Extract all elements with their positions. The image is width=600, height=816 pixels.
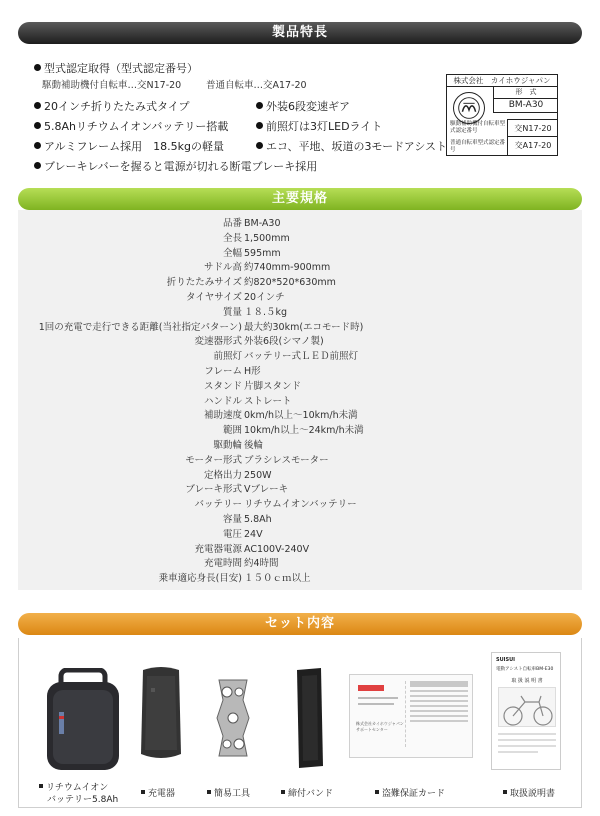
- spec-key: 質量: [222, 306, 242, 318]
- spec-value: 5.8Ah: [244, 514, 272, 525]
- spec-value: 20インチ: [244, 292, 285, 303]
- set-contents-title: セット内容: [264, 616, 335, 631]
- card-text: 株式会社カイホウジャパン サポートセンター: [356, 721, 404, 732]
- feature-item: 外装6段変速ギア: [256, 98, 350, 114]
- manual-subtitle: 取 扱 説 明 書: [511, 678, 543, 684]
- features-title: 製品特長: [271, 25, 328, 40]
- spec-row: [18, 275, 582, 291]
- feature-item: 20インチ折りたたみ式タイプ: [34, 98, 189, 114]
- bullet-icon: [281, 790, 285, 794]
- cert-line-left: 駆動補助機付自転車…交N17-20: [42, 80, 182, 91]
- spec-row: [18, 349, 582, 365]
- spec-value: 片脚スタンド: [244, 380, 302, 392]
- spec-value: １８.５kg: [244, 306, 288, 318]
- spec-key: スタンド: [203, 380, 242, 392]
- spec-key: 品番: [222, 218, 242, 229]
- cert-type-header: 形 式: [493, 87, 558, 99]
- spec-value: ストレート: [244, 395, 292, 407]
- cert-title-item: 型式認定取得（型式認定番号）: [34, 60, 198, 76]
- spec-key: 範囲: [222, 425, 242, 437]
- spec-row: [18, 364, 582, 380]
- charger-caption: 充電器: [141, 786, 175, 799]
- features-header: [18, 22, 582, 44]
- feature-item: 前照灯は3灯LEDライト: [256, 118, 382, 134]
- spec-row: [18, 468, 582, 484]
- bullet-icon: [34, 64, 41, 71]
- spec-key: 補助速度: [203, 410, 242, 422]
- bullet-icon: [256, 122, 263, 129]
- certification-mark-icon: [453, 92, 485, 124]
- bullet-icon: [34, 122, 41, 129]
- bullet-icon: [34, 102, 41, 109]
- spec-value: 0km/h以上～10km/h未満: [244, 410, 358, 422]
- spec-key: ハンドル: [203, 395, 242, 407]
- bullet-icon: [256, 102, 263, 109]
- spec-value: 10km/h以上～24km/h未満: [244, 425, 364, 437]
- feature-item: 5.8Ahリチウムイオンバッテリー搭載: [34, 118, 228, 134]
- cert-number-2: 交A17-20: [507, 137, 558, 155]
- spec-row: [18, 216, 582, 232]
- spec-key: 駆動輪: [213, 440, 242, 451]
- spec-value: BM-A30: [244, 218, 281, 229]
- spec-key: 折りたたみサイズ: [166, 277, 242, 289]
- spec-row: [18, 379, 582, 395]
- spec-key: サドル高: [203, 262, 242, 274]
- battery-caption: リチウムイオン: [39, 780, 108, 793]
- spec-key: 電圧: [222, 528, 242, 540]
- spec-value: １５０ｃｍ以上: [244, 573, 311, 585]
- spec-key: ブレーキ形式: [185, 484, 242, 496]
- spec-row: [18, 527, 582, 543]
- manual-brand: SUISUI: [496, 657, 516, 663]
- spec-row: [18, 394, 582, 410]
- spec-key: モーター形式: [185, 454, 242, 466]
- spec-key: 1回の充電で走行できる距離(当社指定パターン): [38, 321, 242, 333]
- battery-image: [43, 668, 123, 772]
- spec-key: 全長: [222, 232, 242, 244]
- cert-label-2: 普通自転車型式認定番号: [450, 140, 506, 153]
- spec-value: H形: [244, 366, 261, 377]
- spec-value: 外装6段(シマノ製): [244, 336, 324, 348]
- spec-row: [18, 231, 582, 247]
- feature-item: アルミフレーム採用 18.5kgの軽量: [34, 138, 224, 154]
- spec-value: 約4時間: [244, 558, 279, 570]
- manual-title: 電動アシスト自転車BM-E30: [496, 667, 554, 672]
- bullet-icon: [34, 162, 41, 169]
- spec-key: 定格出力: [203, 469, 242, 481]
- cert-company: 株式会社 カイホウジャパン: [447, 75, 557, 87]
- feature-item: ブレーキレバーを握ると電源が切れる断電ブレーキ採用: [34, 158, 317, 174]
- certification-label: [446, 74, 558, 156]
- spec-row: [18, 453, 582, 469]
- spec-value: AC100V-240V: [244, 543, 310, 555]
- spec-row: [18, 438, 582, 454]
- set-contents-panel: [18, 638, 582, 808]
- spec-key: 容量: [222, 514, 242, 525]
- spec-key: 前照灯: [213, 351, 242, 363]
- manual-image: [491, 652, 561, 770]
- spec-key: バッテリー: [194, 499, 242, 511]
- spec-value: 約740mm-900mm: [244, 262, 331, 274]
- spec-value: 最大約30km(エコモード時): [244, 321, 364, 333]
- set-contents-header: [18, 613, 582, 635]
- spec-row: [18, 260, 582, 276]
- spec-row: [18, 542, 582, 558]
- manual-caption: 取扱説明書: [503, 786, 555, 799]
- spec-value: 250W: [244, 469, 272, 481]
- specs-title: 主要規格: [271, 191, 328, 206]
- spec-row: [18, 512, 582, 528]
- bullet-icon: [375, 790, 379, 794]
- spec-row: [18, 423, 582, 439]
- battery-caption-line2: バッテリー5.8Ah: [47, 795, 119, 805]
- spec-key: 乗車適応身長(目安): [158, 573, 242, 585]
- specs-table: [18, 210, 582, 590]
- bullet-icon: [256, 142, 263, 149]
- spec-key: 全幅: [222, 247, 242, 259]
- spec-row: [18, 334, 582, 350]
- spec-key: 変速器形式: [194, 336, 242, 348]
- warranty-card-image: [349, 674, 473, 758]
- spec-key: タイヤサイズ: [185, 292, 242, 303]
- spec-key: 充電器電源: [194, 543, 242, 555]
- spec-value: Vブレーキ: [244, 484, 289, 496]
- spec-row: [18, 482, 582, 498]
- bullet-icon: [34, 142, 41, 149]
- spec-value: 約820*520*630mm: [244, 277, 336, 289]
- charger-image: [137, 664, 185, 762]
- spec-value: リチウムイオンバッテリー: [244, 499, 357, 511]
- bullet-icon: [141, 790, 145, 794]
- bullet-icon: [207, 790, 211, 794]
- spec-key: 充電時間: [203, 558, 242, 570]
- spec-value: 後輪: [244, 440, 264, 451]
- spec-value: ブラシレスモーター: [244, 454, 329, 466]
- bullet-icon: [503, 790, 507, 794]
- feature-item: エコ、平地、坂道の3モードアシスト: [256, 138, 447, 154]
- bullet-icon: [39, 784, 43, 788]
- spec-row: [18, 290, 582, 306]
- cert-model: BM-A30: [493, 99, 558, 113]
- spec-row: [18, 556, 582, 572]
- spec-row: [18, 305, 582, 321]
- card-caption: 盗難保証カード: [375, 786, 445, 799]
- tool-image: [213, 678, 253, 758]
- cert-line-right: 普通自転車…交A17-20: [206, 80, 307, 91]
- cert-number-1: 交N17-20: [507, 119, 558, 137]
- spec-row: [18, 408, 582, 424]
- spec-row: [18, 320, 582, 336]
- spec-row: [18, 497, 582, 513]
- spec-value: 1,500mm: [244, 232, 290, 244]
- cert-label-1: 駆動補助機付自転車型式認定番号: [450, 121, 506, 134]
- spec-key: フレーム: [204, 366, 242, 377]
- band-image: [293, 666, 325, 770]
- specs-header: [18, 188, 582, 210]
- spec-value: バッテリー式ＬＥＤ前照灯: [244, 351, 359, 363]
- spec-row: [18, 571, 582, 587]
- spec-value: 24V: [244, 528, 263, 540]
- spec-value: 595mm: [244, 247, 281, 259]
- spec-row: [18, 246, 582, 262]
- band-caption: 締付バンド: [281, 786, 333, 799]
- tool-caption: 簡易工具: [207, 786, 250, 799]
